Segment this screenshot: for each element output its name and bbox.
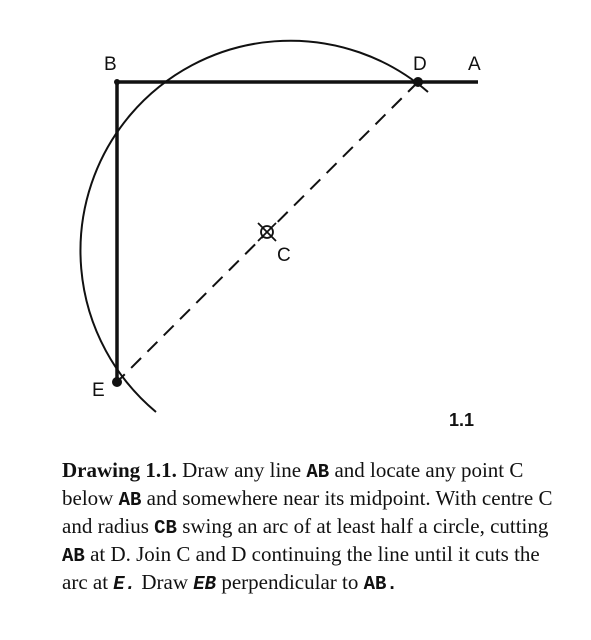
caption <box>62 457 562 597</box>
label-b: B <box>104 54 117 75</box>
caption-text: perpendicular to <box>216 570 364 594</box>
point-b-marker <box>114 79 120 85</box>
point-c-marker <box>258 223 276 241</box>
caption-text: Draw <box>136 570 194 594</box>
point-d-marker <box>413 77 423 87</box>
figure-number: 1.1 <box>449 410 475 430</box>
caption-text: and somewhere near its midpoint. With centre C and radius <box>62 486 553 538</box>
caption-ref-cb: CB <box>154 517 177 539</box>
caption-ref-ab: AB <box>118 489 142 511</box>
caption-ref-ab: AB <box>306 461 330 483</box>
label-d: D <box>413 54 427 75</box>
caption-ref-ab: AB. <box>363 573 398 595</box>
caption-ref-eb: EB <box>193 573 217 595</box>
caption-text: at D. Join C and D continuing the line until it cuts the arc at <box>62 542 540 594</box>
point-e-marker <box>112 377 122 387</box>
label-c: C <box>277 245 291 266</box>
caption-title: Drawing 1.1. <box>62 458 177 482</box>
label-e: E <box>92 380 105 401</box>
caption-ref-ab: AB <box>62 545 85 567</box>
caption-text: swing an arc of at least half a circle, cutting <box>176 514 549 538</box>
label-a: A <box>468 54 481 75</box>
caption-ref-e: E. <box>113 573 137 595</box>
construction-arc <box>80 41 428 412</box>
caption-text: and locate any point C below <box>62 458 524 510</box>
caption-text: Draw any line <box>176 458 307 482</box>
